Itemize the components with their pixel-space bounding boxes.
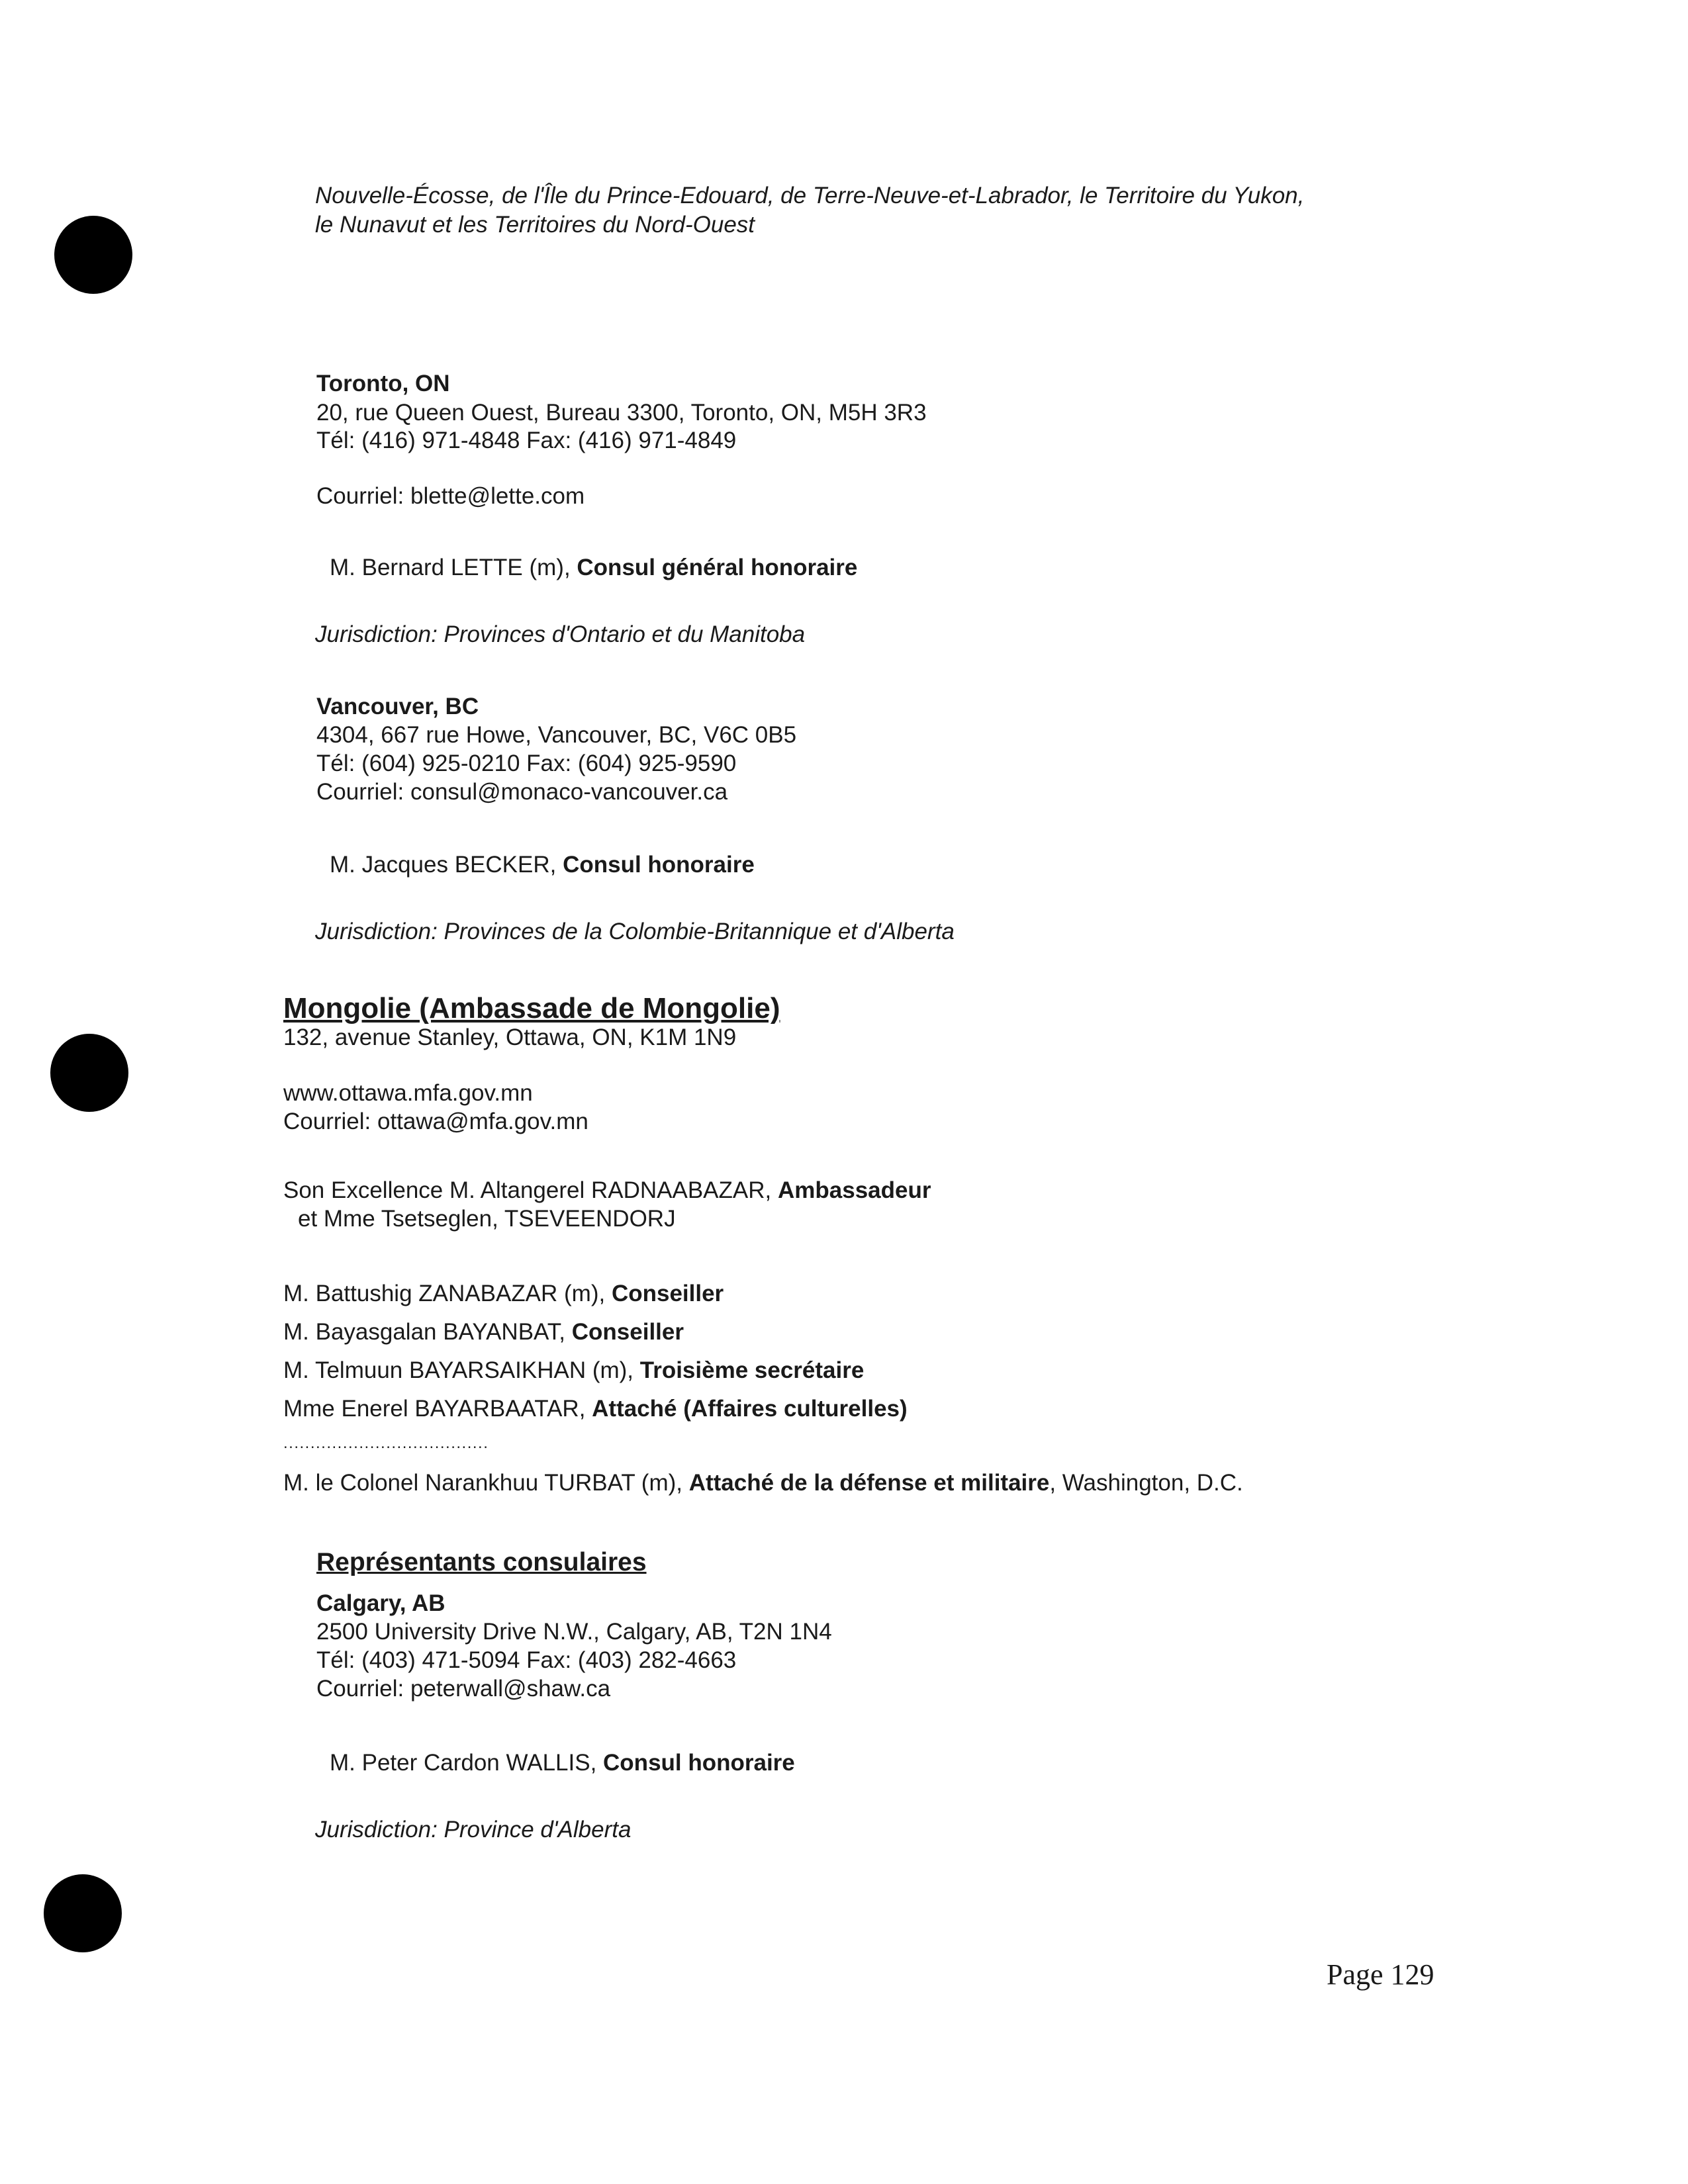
vancouver-email: Courriel: consul@monaco-vancouver.ca: [316, 779, 728, 805]
staff-title: Troisième secrétaire: [639, 1357, 865, 1383]
vancouver-consul: [330, 851, 755, 879]
calgary-jurisdiction: Jurisdiction: Province d'Alberta: [315, 1817, 632, 1843]
punch-hole-top: [54, 216, 132, 294]
dotted-separator: ......................................: [283, 1434, 489, 1452]
intro-jurisdiction-line-1: Nouvelle-Écosse, de l'Île du Prince-Edouard, de Terre-Neuve-et-Labrador, le Territoire du Yukon,: [315, 183, 1305, 208]
mongolia-address: 132, avenue Stanley, Ottawa, ON, K1M 1N9: [283, 1024, 737, 1050]
toronto-email: Courriel: blette@lette.com: [316, 483, 585, 509]
toronto-consul: [330, 554, 857, 582]
mongolia-embassy-heading: Mongolie (Ambassade de Mongolie): [283, 992, 780, 1024]
calgary-email: Courriel: peterwall@shaw.ca: [316, 1676, 611, 1702]
mongolia-ambassador: [283, 1177, 931, 1205]
page-number: Page 129: [1327, 1958, 1434, 1991]
staff-name: M. Bayasgalan BAYANBAT,: [283, 1319, 572, 1345]
calgary-consul: [330, 1749, 795, 1777]
staff-title: Attaché (Affaires culturelles): [592, 1396, 908, 1422]
vancouver-consul-name: M. Jacques BECKER,: [330, 852, 563, 878]
mongolia-website: www.ottawa.mfa.gov.mn: [283, 1080, 533, 1106]
mongolia-ambassador-title: Ambassadeur: [777, 1177, 931, 1203]
intro-jurisdiction-line-2: le Nunavut et les Territoires du Nord-Ouest: [315, 212, 755, 238]
mongolia-email: Courriel: ottawa@mfa.gov.mn: [283, 1109, 588, 1134]
calgary-city: Calgary, AB: [316, 1590, 445, 1616]
toronto-address: 20, rue Queen Ouest, Bureau 3300, Toronto, ON, M5H 3R3: [316, 400, 927, 426]
punch-hole-middle: [50, 1034, 128, 1112]
staff-name: M. Telmuun BAYARSAIKHAN (m),: [283, 1357, 640, 1383]
staff-title: Conseiller: [571, 1319, 684, 1345]
mongolia-military-attache: [283, 1469, 1243, 1497]
toronto-jurisdiction: Jurisdiction: Provinces d'Ontario et du Manitoba: [315, 621, 806, 647]
calgary-consul-name: M. Peter Cardon WALLIS,: [330, 1750, 604, 1776]
mongolia-staff-row: [283, 1395, 908, 1423]
military-attache-name: M. le Colonel Narankhuu TURBAT (m),: [283, 1470, 689, 1496]
mongolia-staff-row: [283, 1357, 864, 1385]
mongolia-staff-row: [283, 1318, 684, 1346]
vancouver-phone: Tél: (604) 925-0210 Fax: (604) 925-9590: [316, 751, 737, 776]
calgary-phone: Tél: (403) 471-5094 Fax: (403) 282-4663: [316, 1647, 737, 1673]
toronto-consul-title: Consul général honoraire: [577, 555, 858, 580]
punch-hole-bottom: [44, 1874, 122, 1952]
calgary-address: 2500 University Drive N.W., Calgary, AB, T2N 1N4: [316, 1619, 832, 1645]
calgary-consul-title: Consul honoraire: [603, 1750, 795, 1776]
vancouver-consul-title: Consul honoraire: [563, 852, 755, 878]
staff-title: Conseiller: [611, 1281, 724, 1306]
consular-representatives-heading: Représentants consulaires: [316, 1548, 647, 1576]
toronto-phone: Tél: (416) 971-4848 Fax: (416) 971-4849: [316, 428, 737, 453]
vancouver-jurisdiction: Jurisdiction: Provinces de la Colombie-Britannique et d'Alberta: [315, 919, 955, 944]
toronto-consul-name: M. Bernard LETTE (m),: [330, 555, 577, 580]
military-attache-location: , Washington, D.C.: [1049, 1470, 1243, 1496]
staff-name: M. Battushig ZANABAZAR (m),: [283, 1281, 612, 1306]
mongolia-ambassador-spouse: et Mme Tsetseglen, TSEVEENDORJ: [298, 1206, 676, 1232]
mongolia-staff-row: [283, 1280, 724, 1308]
vancouver-address: 4304, 667 rue Howe, Vancouver, BC, V6C 0B5: [316, 722, 797, 748]
mongolia-ambassador-name: Son Excellence M. Altangerel RADNAABAZAR,: [283, 1177, 778, 1203]
staff-name: Mme Enerel BAYARBAATAR,: [283, 1396, 592, 1422]
military-attache-title: Attaché de la défense et militaire: [688, 1470, 1050, 1496]
toronto-city: Toronto, ON: [316, 371, 450, 396]
vancouver-city: Vancouver, BC: [316, 694, 479, 719]
